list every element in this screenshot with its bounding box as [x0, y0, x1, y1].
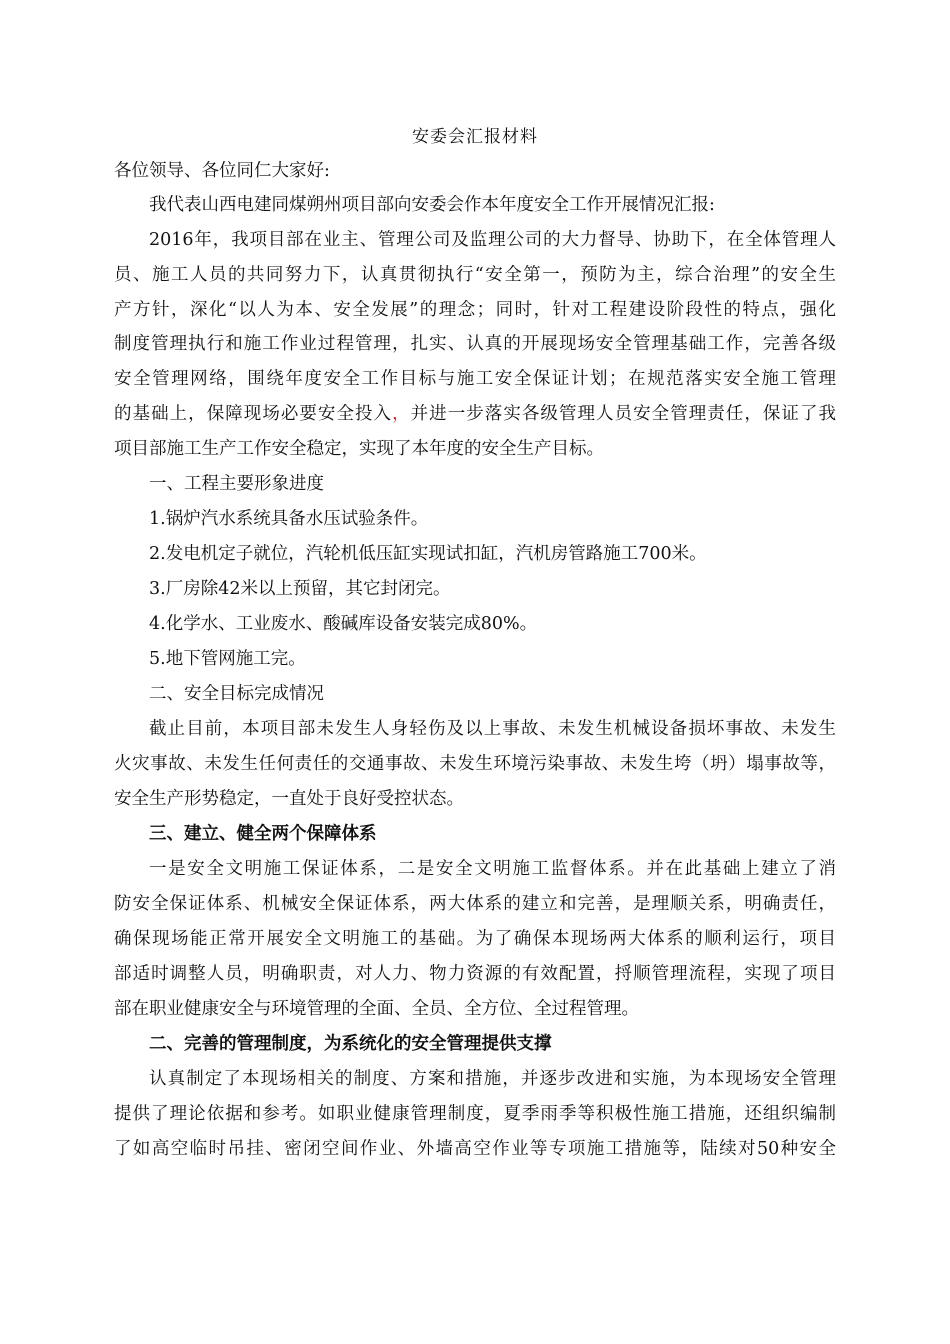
- salutation: 各位领导、各位同仁大家好:: [114, 161, 330, 181]
- paragraph-line-part: 的基础上，保障现场必要安全投入: [114, 404, 393, 424]
- paragraph-line: 制度管理执行和施工作业过程管理，扎实、认真的开展现场安全管理基础工作，完善各级: [114, 334, 836, 354]
- paragraph-line: 员、施工人员的共同努力下，认真贯彻执行“安全第一，预防为主，综合治理”的安全生: [114, 265, 836, 285]
- paragraph-line: 了如高空临时吊挂、密闭空间作业、外墙高空作业等专项施工措施等，陆续对50种安全: [114, 1139, 836, 1159]
- paragraph-line: 一是安全文明施工保证体系，二是安全文明施工监督体系。并在此基础上建立了消: [149, 859, 836, 879]
- document-title: 安委会汇报材料: [412, 127, 538, 147]
- paragraph-line: 火灾事故、未发生任何责任的交通事故、未发生环境污染事故、未发生垮（坍）塌事故等，: [114, 754, 836, 774]
- paragraph-line: 项目部施工生产工作安全稳定，实现了本年度的安全生产目标。: [114, 439, 604, 459]
- intro-paragraph: 我代表山西电建同煤朔州项目部向安委会作本年度安全工作开展情况汇报:: [149, 195, 715, 215]
- section-heading-management: 二、完善的管理制度，为系统化的安全管理提供支撑: [149, 1034, 552, 1054]
- paragraph-line: 防安全保证体系、机械安全保证体系，两大体系的建立和完善，是理顺关系，明确责任，: [114, 894, 836, 914]
- paragraph-line: 部在职业健康安全与环境管理的全面、全员、全方位、全过程管理。: [114, 999, 639, 1019]
- list-item: 3.厂房除42米以上预留，其它封闭完。: [149, 579, 451, 599]
- section-heading-safety-goals: 二、安全目标完成情况: [149, 684, 324, 704]
- paragraph-line: 安全管理网络，围绕年度安全工作目标与施工安全保证计划；在规范落实安全施工管理: [114, 369, 836, 389]
- paragraph-line: 安全生产形势稳定，一直处于良好受控状态。: [114, 789, 464, 809]
- paragraph-line: 产方针，深化“以人为本、安全发展”的理念；同时，针对工程建设阶段性的特点，强化: [114, 300, 836, 320]
- paragraph-line-part: ，并进一步落实各级管理人员安全管理责任，保证了我: [392, 404, 837, 424]
- paragraph-line: 提供了理论依据和参考。如职业健康管理制度，夏季雨季等积极性施工措施，还组织编制: [114, 1104, 836, 1124]
- paragraph-line: 部适时调整人员，明确职责，对人力、物力资源的有效配置，捋顺管理流程，实现了项目: [114, 964, 836, 984]
- paragraph-line: 2016年，我项目部在业主、管理公司及监理公司的大力督导、协助下，在全体管理人: [149, 230, 836, 250]
- list-item: 1.锅炉汽水系统具备水压试验条件。: [149, 509, 429, 529]
- red-comma: ，: [392, 404, 411, 424]
- paragraph-line: 截止目前，本项目部未发生人身轻伤及以上事故、未发生机械设备损坏事故、未发生: [149, 719, 836, 739]
- list-item: 2.发电机定子就位，汽轮机低压缸实现试扣缸，汽机房管路施工700米。: [149, 544, 707, 564]
- section-heading-systems: 三、建立、健全两个保障体系: [149, 824, 377, 844]
- list-item: 5.地下管网施工完。: [149, 649, 306, 669]
- section-heading-progress: 一、工程主要形象进度: [149, 474, 324, 494]
- paragraph-line: 确保现场能正常开展安全文明施工的基础。为了确保本现场两大体系的顺利运行，项目: [114, 929, 836, 949]
- paragraph-line: [114, 401, 836, 427]
- paragraph-line: 认真制定了本现场相关的制度、方案和措施，并逐步改进和实施，为本现场安全管理: [149, 1069, 836, 1089]
- list-item: 4.化学水、工业废水、酸碱库设备安装完成80%。: [149, 614, 538, 634]
